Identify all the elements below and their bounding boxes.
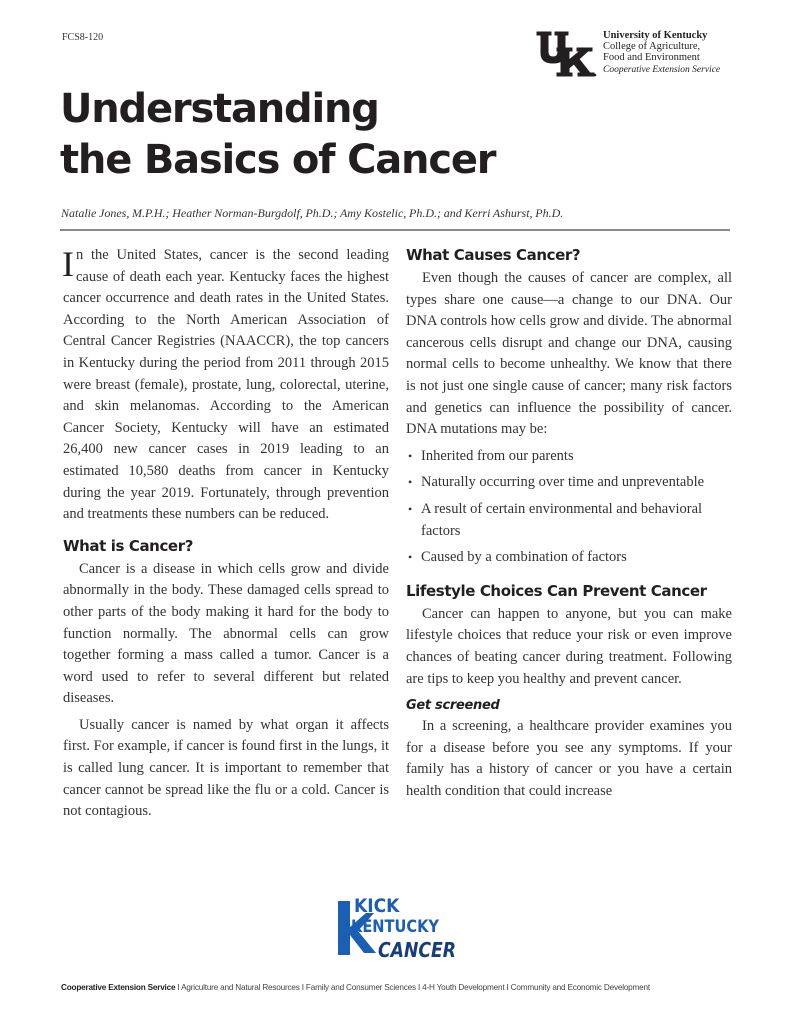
institution-header [535, 30, 765, 82]
list-item-text: Inherited from our parents [421, 447, 574, 464]
intro-paragraph [63, 245, 389, 526]
uk-logo-icon [535, 30, 597, 78]
left-column [63, 245, 389, 823]
lifestyle-choices-paragraph: Cancer can happen to anyone, but you can make lifestyle choices that reduce your risk or even improve chances of beating cancer during treatment. Following are tips to keep you healthy and prevent cancer. [406, 605, 732, 687]
kick-kentucky-cancer-logo [336, 893, 460, 963]
bullet-icon: • [408, 448, 413, 463]
footer-separator: I [177, 983, 180, 992]
logo-word-kick: KICK [354, 895, 400, 917]
bullet-icon: • [408, 550, 413, 565]
list-item-text: Naturally occurring over time and unpreventable [421, 474, 705, 491]
section-heading-what-causes-cancer: What Causes Cancer? [406, 246, 581, 264]
footer-lead: Cooperative Extension Service [61, 983, 176, 992]
logo-word-cancer: CANCER [378, 938, 456, 962]
drop-cap: I [62, 244, 74, 284]
title-line-1: Understanding [60, 86, 379, 132]
footer-separator: I [301, 983, 304, 992]
footer-unit: Agriculture and Natural Resources [181, 983, 300, 992]
bullet-icon: • [408, 475, 413, 490]
university-name: University of Kentucky [603, 30, 708, 41]
footer-unit: Family and Consumer Sciences [305, 983, 416, 992]
author-list: Natalie Jones, M.P.H.; Heather Norman-Burgdolf, Ph.D.; Amy Kostelic, Ph.D.; and Kerri Ashurst, Ph.D. [61, 206, 564, 220]
list-item-text: A result of certain environmental and behavioral factors [421, 500, 703, 539]
what-causes-cancer-paragraph: Even though the causes of cancer are complex, all types share one cause—a change to our DNA. Our DNA controls how cells grow and divide. The abnormal cancerous cells disrupt and change our DNA, causing normal cells to become unhealthy. We know that there is not just one single cause of cancer; many risk factors and genetics can influence the possibility of cancer. DNA mutations may be: [406, 270, 732, 438]
list-item [406, 547, 732, 569]
page-title [60, 84, 495, 186]
footer-unit: 4-H Youth Development [422, 983, 505, 992]
publication-number: FCS8-120 [62, 32, 104, 43]
footer-program-areas [61, 983, 741, 992]
institution-name [603, 30, 720, 76]
college-name-line1: College of Agriculture, [603, 41, 701, 52]
list-item [406, 499, 732, 542]
extension-service-name: Cooperative Extension Service [603, 65, 721, 75]
footer-separator: I [417, 983, 421, 992]
right-column [406, 245, 732, 802]
what-is-cancer-paragraph-1: Cancer is a disease in which cells grow and divide abnormally in the body. These damaged cells spread to other parts of the body making it hard for the body to function normally. The abnormal cells can grow together forming a mass called a tumor. Cancer is a word used to refer to several different but related diseases. [63, 560, 389, 707]
list-item [406, 472, 732, 494]
college-name-line2: Food and Environment [603, 52, 700, 63]
section-heading-lifestyle-choices: Lifestyle Choices Can Prevent Cancer [406, 581, 707, 600]
list-item-text: Caused by a combination of factors [421, 549, 627, 566]
section-heading-what-is-cancer: What is Cancer? [63, 536, 194, 555]
intro-text: n the United States, cancer is the second leading cause of death each year. Kentucky faces the highest cancer occurrence and death rates in the United States. According to the North American Association of Central Cancer Registries (NAACCR), the top cancers in Kentucky during the period from 2011 through 2015 were breast (female), prostate, lung, colorectal, uterine, and skin melanomas. According to the American Cancer Society, Kentucky will have an estimated 26,400 new cancer cases in 2019 leading to an estimated 10,580 deaths from cancer in Kentucky during the year 2019. Fortunately, through prevention and treatments these numbers can be reduced. [63, 247, 389, 523]
get-screened-paragraph: In a screening, a healthcare provider examines you for a disease before you see any symptoms. If your family has a history of cancer or you have a certain health condition that could increase [406, 718, 732, 799]
subsection-heading-get-screened: Get screened [406, 698, 500, 714]
header-divider [60, 229, 730, 231]
list-item [406, 446, 732, 468]
dna-mutation-list [406, 446, 732, 569]
title-line-2: the Basics of Cancer [60, 137, 496, 183]
bullet-icon: • [408, 501, 413, 516]
logo-word-kentucky: KENTUCKY [351, 917, 440, 937]
footer-separator: I [506, 983, 509, 992]
footer-unit: Community and Economic Development [510, 983, 650, 992]
what-is-cancer-paragraph-2: Usually cancer is named by what organ it affects first. For example, if cancer is found first in the lungs, it is called lung cancer. It is important to remember that cancer cannot be spread like the flu or a cold. Cancer is not contagious. [63, 716, 389, 820]
